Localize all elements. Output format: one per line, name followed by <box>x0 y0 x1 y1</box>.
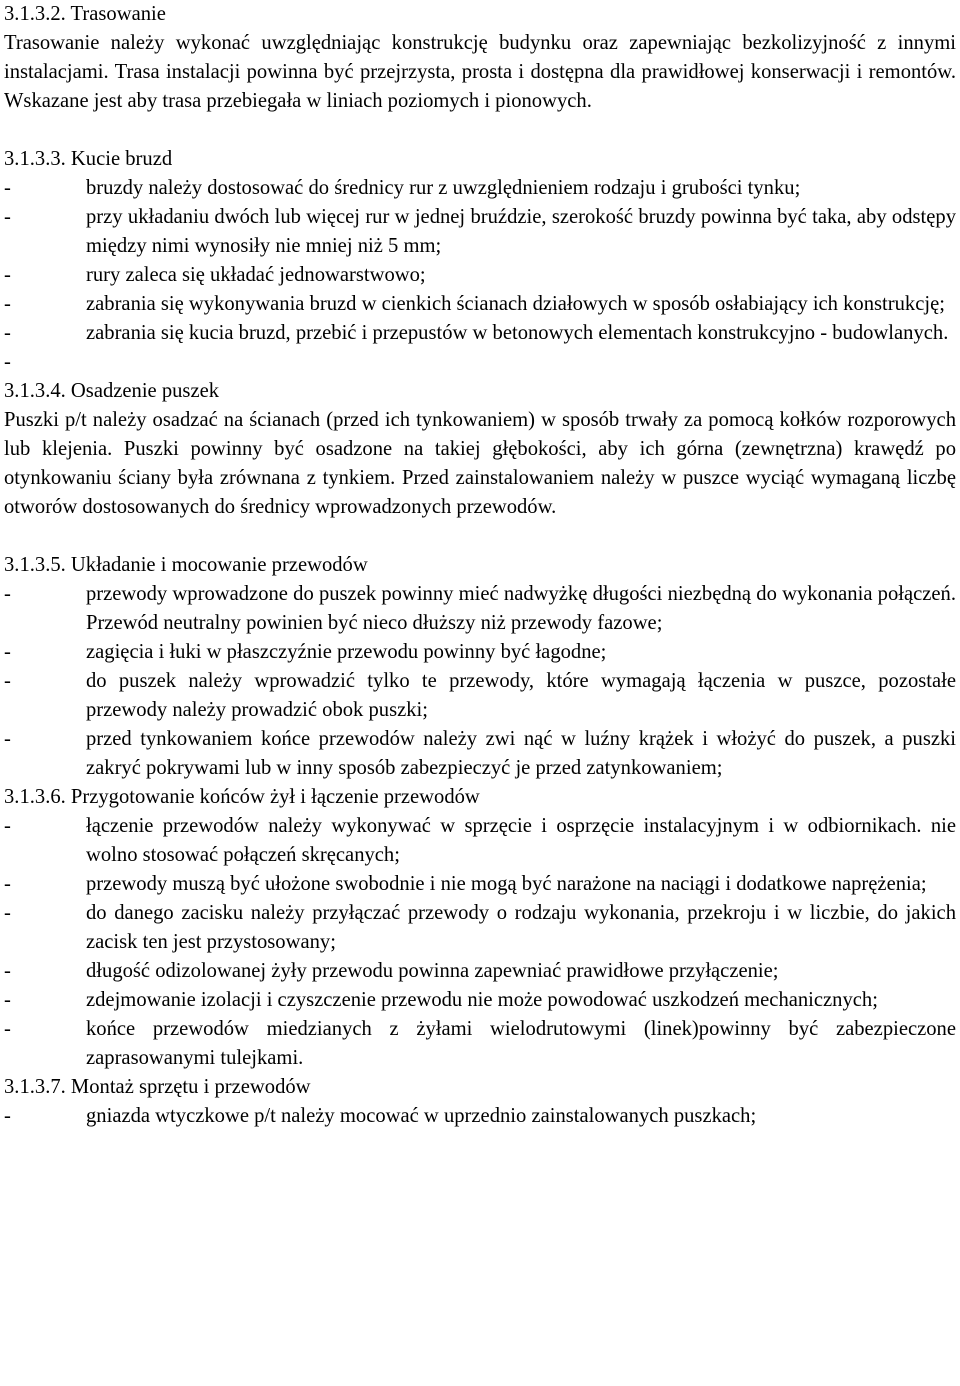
bullet-dash: - <box>4 177 11 199</box>
bullet-dash: - <box>4 1018 11 1040</box>
bullet-dash: - <box>4 264 11 286</box>
spacer <box>4 116 956 145</box>
section-paragraph: Trasowanie należy wykonać uwzględniając konstrukcję budynku oraz zapewniając bezkolizyjność z innymi instalacjami. Trasa instalacji powinna być przejrzysta, prosta i dostępna dla prawidłowej konserwacji i remontów. Wskazane jest aby trasa przebiegała w liniach poziomych i pionowych. <box>4 32 956 112</box>
section-heading: 3.1.3.7. Montaż sprzętu i przewodów <box>4 1076 311 1098</box>
list-item-text: do puszek należy wprowadzić tylko te przewody, które wymagają łączenia w puszce, pozostałe przewody należy prowadzić obok puszki; <box>86 670 956 721</box>
bullet-dash: - <box>4 641 11 663</box>
list-item <box>4 986 956 1015</box>
list-item-text: do danego zacisku należy przyłączać przewody o rodzaju wykonania, przekroju i w liczbie, do jakich zacisk ten jest przystosowany; <box>86 902 956 953</box>
section-kucie-bruzd <box>4 145 956 377</box>
bullet-dash: - <box>4 902 11 924</box>
list-item <box>4 174 956 203</box>
list-item-text: zdejmowanie izolacji i czyszczenie przewodu nie może powodować uszkodzeń mechanicznych; <box>86 989 878 1011</box>
bullet-list <box>4 1102 956 1131</box>
list-item <box>4 290 956 319</box>
section-heading: 3.1.3.4. Osadzenie puszek <box>4 380 220 402</box>
bullet-dash: - <box>4 960 11 982</box>
bullet-dash: - <box>4 989 11 1011</box>
list-item-text: przed tynkowaniem końce przewodów należy zwi nąć w luźny krążek i włożyć do puszek, a puszki zakryć pokrywami lub w inny sposób zabezpieczyć je przed zatynkowaniem; <box>86 728 956 779</box>
bullet-dash: - <box>4 670 11 692</box>
list-item <box>4 203 956 261</box>
section-paragraph: Puszki p/t należy osadzać na ścianach (przed ich tynkowaniem) w sposób trwały za pomocą kołków rozporowych lub klejenia. Puszki powinny być osadzone na takiej głębokości, aby ich górna (zewnętrzna) krawędź po otynkowaniu ściany była zrównana z tynkiem. Przed zainstalowaniem należy w puszce wyciąć wymaganą liczbę otworów dostosowanych do średnicy wprowadzonych przewodów. <box>4 409 956 518</box>
spacer <box>4 522 956 551</box>
bullet-dash: - <box>4 583 11 605</box>
list-item-text: rury zaleca się układać jednowarstwowo; <box>86 264 426 286</box>
section-trasowanie <box>4 0 956 116</box>
list-item-text: końce przewodów miedzianych z żyłami wielodrutowymi (linek)powinny być zabezpieczone zaprasowanymi tulejkami. <box>86 1018 956 1069</box>
section-heading: 3.1.3.5. Układanie i mocowanie przewodów <box>4 554 368 576</box>
section-heading: 3.1.3.3. Kucie bruzd <box>4 148 173 170</box>
bullet-dash: - <box>4 815 11 837</box>
list-item <box>4 667 956 725</box>
bullet-dash: - <box>4 351 11 373</box>
bullet-dash: - <box>4 293 11 315</box>
list-item <box>4 1015 956 1073</box>
list-item-text: przewody wprowadzone do puszek powinny mieć nadwyżkę długości niezbędną do wykonania połączeń. Przewód neutralny powinien być nieco dłuższy niż przewody fazowe; <box>86 583 956 634</box>
list-item <box>4 957 956 986</box>
section-przygotowanie-koncow <box>4 783 956 1073</box>
bullet-list <box>4 580 956 783</box>
list-item-text: zabrania się kucia bruzd, przebić i przepustów w betonowych elementach konstrukcyjno - budowlanych. <box>86 322 949 344</box>
list-item-text: zagięcia i łuki w płaszczyźnie przewodu powinny być łagodne; <box>86 641 607 663</box>
list-item-text: zabrania się wykonywania bruzd w cienkich ścianach działowych w sposób osłabiający ich konstrukcję; <box>86 293 945 315</box>
list-item <box>4 812 956 870</box>
bullet-dash: - <box>4 873 11 895</box>
list-item <box>4 899 956 957</box>
list-item-text: przy układaniu dwóch lub więcej rur w jednej bruździe, szerokość bruzdy powinna być taka, aby odstępy między nimi wynosiły nie mniej niż 5 mm; <box>86 206 956 257</box>
section-heading: 3.1.3.2. Trasowanie <box>4 3 166 25</box>
list-item <box>4 580 956 638</box>
bullet-list <box>4 174 956 377</box>
list-item <box>4 638 956 667</box>
list-item <box>4 1102 956 1131</box>
bullet-dash: - <box>4 322 11 344</box>
section-heading: 3.1.3.6. Przygotowanie końców żył i łączenie przewodów <box>4 786 480 808</box>
list-item-text: gniazda wtyczkowe p/t należy mocować w uprzednio zainstalowanych puszkach; <box>86 1105 757 1127</box>
section-ukladanie-przewodow <box>4 551 956 783</box>
list-item-text: długość odizolowanej żyły przewodu powinna zapewniać prawidłowe przyłączenie; <box>86 960 779 982</box>
list-item <box>4 870 956 899</box>
list-item <box>4 725 956 783</box>
list-item-text: przewody muszą być ułożone swobodnie i nie mogą być narażone na naciągi i dodatkowe naprężenia; <box>86 873 927 895</box>
list-item-text: bruzdy należy dostosować do średnicy rur z uwzględnieniem rodzaju i grubości tynku; <box>86 177 801 199</box>
list-item <box>4 261 956 290</box>
bullet-dash: - <box>4 728 11 750</box>
list-item-text: łączenie przewodów należy wykonywać w sprzęcie i osprzęcie instalacyjnym i w odbiornikach. nie wolno stosować połączeń skręcanych; <box>86 815 956 866</box>
bullet-dash: - <box>4 1105 11 1127</box>
bullet-dash: - <box>4 206 11 228</box>
list-item-empty <box>4 348 956 377</box>
list-item <box>4 319 956 348</box>
bullet-list <box>4 812 956 1073</box>
section-osadzenie-puszek <box>4 377 956 522</box>
section-montaz-sprzetu <box>4 1073 956 1131</box>
